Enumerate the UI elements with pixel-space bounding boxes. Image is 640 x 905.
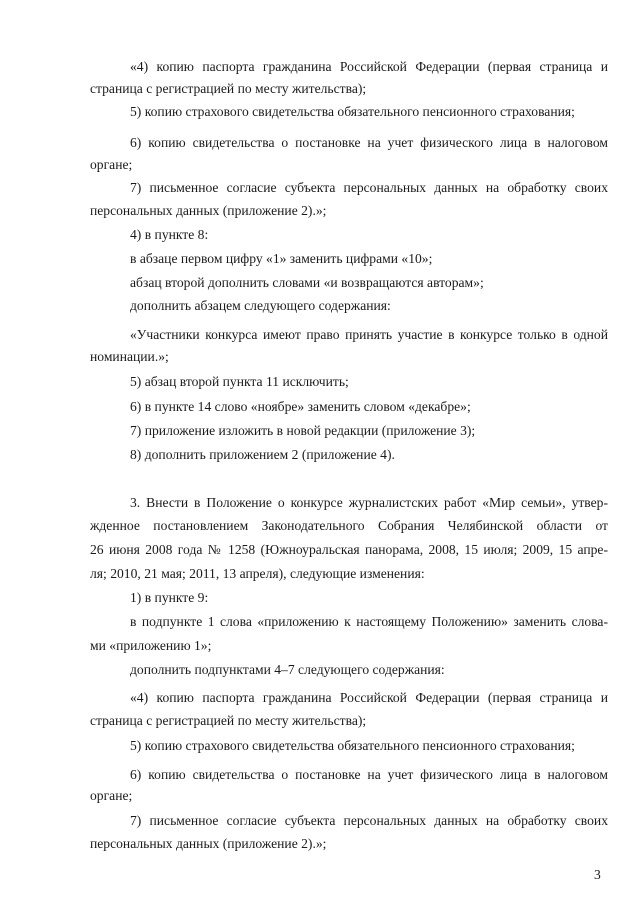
text-line: 1) в пункте 9: — [130, 590, 209, 605]
text-line: 5) копию страхового свидетельства обязательного пенсионного страхования; — [130, 104, 575, 119]
text-line: «4) копию паспорта гражданина Российской Федерации (первая страница и — [130, 690, 608, 705]
text-line: 6) в пункте 14 слово «ноябре» заменить словом «декабре»; — [130, 399, 471, 414]
page-number: 3 — [594, 867, 601, 882]
text-line: 26 июня 2008 года № 1258 (Южноуральская панорама, 2008, 15 июля; 2009, 15 апре- — [90, 542, 608, 557]
text-line: абзац второй дополнить словами «и возвращаются авторам»; — [130, 275, 484, 290]
text-line: «Участники конкурса имеют право принять участие в конкурсе только в одной — [130, 327, 608, 342]
text-line: 4) в пункте 8: — [130, 227, 209, 242]
text-line: страница с регистрацией по месту жительства); — [90, 713, 367, 728]
text-line: дополнить абзацем следующего содержания: — [130, 298, 391, 313]
text-line: 8) дополнить приложением 2 (приложение 4). — [130, 447, 395, 462]
text-line: 5) копию страхового свидетельства обязательного пенсионного страхования; — [130, 738, 575, 753]
text-line: органе; — [90, 788, 133, 803]
text-line: ми «приложению 1»; — [90, 638, 212, 653]
text-line: 5) абзац второй пункта 11 исключить; — [130, 374, 349, 389]
text-line: 7) письменное согласие субъекта персональных данных на обработку своих — [130, 180, 608, 195]
text-line: 6) копию свидетельства о постановке на учет физического лица в налоговом — [130, 767, 608, 782]
text-line: 6) копию свидетельства о постановке на учет физического лица в налоговом — [130, 135, 608, 150]
text-line: 7) письменное согласие субъекта персональных данных на обработку своих — [130, 813, 608, 828]
text-line: персональных данных (приложение 2).»; — [90, 203, 327, 218]
text-line: в абзаце первом цифру «1» заменить цифрами «10»; — [130, 251, 433, 266]
text-line: органе; — [90, 157, 133, 172]
text-line: 3. Внести в Положение о конкурсе журналистских работ «Мир семьи», утвер- — [130, 495, 608, 510]
text-line: дополнить подпунктами 4–7 следующего содержания: — [130, 662, 445, 677]
text-line: номинации.»; — [90, 349, 169, 364]
text-line: ля; 2010, 21 мая; 2011, 13 апреля), следующие изменения: — [90, 566, 425, 581]
text-line: страница с регистрацией по месту жительства); — [90, 81, 367, 96]
text-line: жденное постановлением Законодательного Собрания Челябинской области от — [90, 518, 608, 533]
text-line: 7) приложение изложить в новой редакции (приложение 3); — [130, 423, 476, 438]
text-line: персональных данных (приложение 2).»; — [90, 836, 327, 851]
text-line: в подпункте 1 слова «приложению к настоящему Положению» заменить слова- — [130, 614, 608, 629]
text-line: «4) копию паспорта гражданина Российской Федерации (первая страница и — [130, 59, 608, 74]
